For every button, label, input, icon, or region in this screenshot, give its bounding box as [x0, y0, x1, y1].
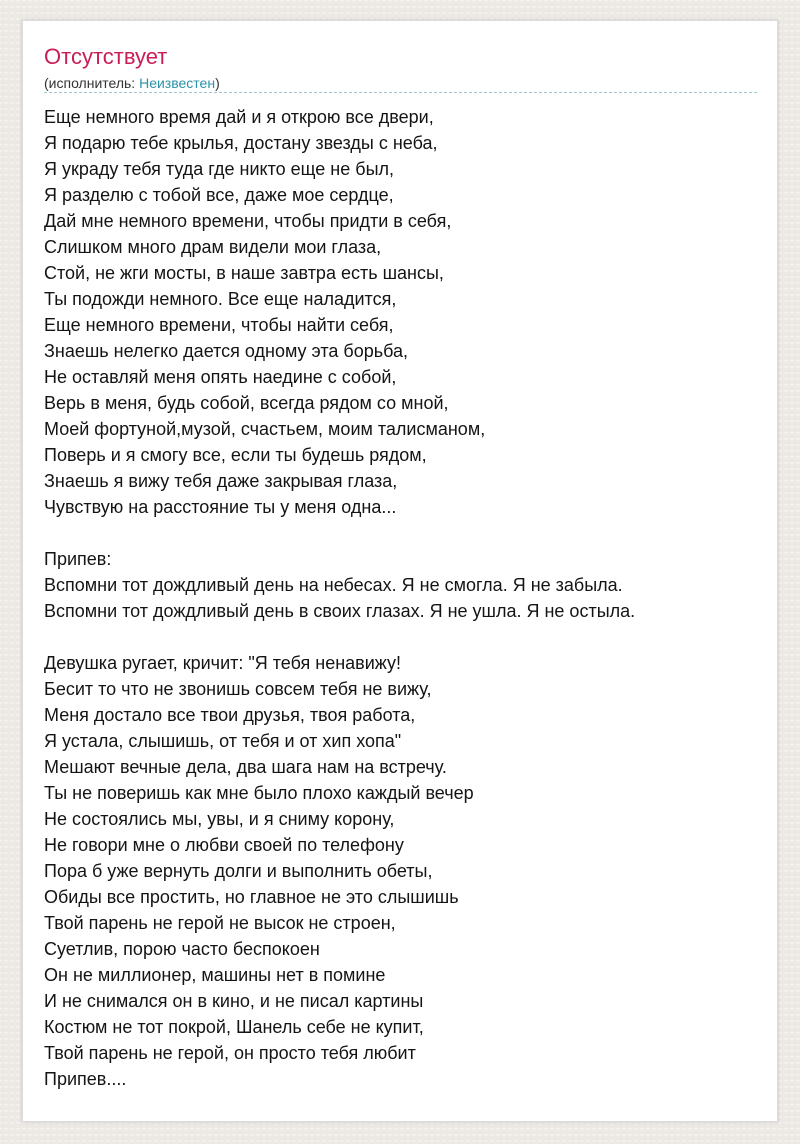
header-divider	[44, 92, 757, 93]
lyric-line: Поверь и я смогу все, если ты будешь рядом,	[44, 445, 427, 465]
lyric-line: Слишком много драм видели мои глаза,	[44, 237, 382, 257]
chorus	[44, 546, 759, 624]
artist-link[interactable]: Неизвестен	[139, 75, 216, 91]
lyrics-text	[44, 104, 759, 1092]
lyric-line: Еще немного времени, чтобы найти себя,	[44, 315, 394, 335]
lyrics-card	[22, 20, 778, 1122]
song-title: Отсутствует	[44, 44, 168, 69]
lyric-line: Бесит то что не звонишь совсем тебя не вижу,	[44, 679, 432, 699]
meta-prefix: (исполнитель:	[44, 75, 140, 91]
lyric-line: Знаешь нелегко дается одному эта борьба,	[44, 341, 408, 361]
lyric-line: Обиды все простить, но главное не это слышишь	[44, 887, 459, 907]
lyric-line: Чувствую на расстояние ты у меня одна...	[44, 497, 397, 517]
meta-suffix: )	[215, 75, 220, 91]
lyric-line: Мешают вечные дела, два шага нам на встречу.	[44, 757, 447, 777]
lyric-line: И не снимался он в кино, и не писал картины	[44, 991, 424, 1011]
lyric-line: Девушка ругает, кричит: "Я тебя ненавижу!	[44, 653, 402, 673]
lyric-line: Дай мне немного времени, чтобы придти в себя,	[44, 211, 452, 231]
lyric-line: Моей фортуной,музой, счастьем, моим талисманом,	[44, 419, 486, 439]
lyric-line: Верь в меня, будь собой, всегда рядом со мной,	[44, 393, 449, 413]
verse-2	[44, 650, 759, 1092]
lyric-line: Знаешь я вижу тебя даже закрывая глаза,	[44, 471, 398, 491]
lyric-line: Я украду тебя туда где никто еще не был,	[44, 159, 395, 179]
lyric-line: Не состоялись мы, увы, и я сниму корону,	[44, 809, 395, 829]
chorus-reference: Припев....	[44, 1069, 127, 1089]
lyric-line: Он не миллионер, машины нет в помине	[44, 965, 386, 985]
lyric-line: Меня достало все твои друзья, твоя работа,	[44, 705, 416, 725]
lyric-line: Не говори мне о любви своей по телефону	[44, 835, 404, 855]
lyric-line: Я подарю тебе крылья, достану звезды с неба,	[44, 133, 438, 153]
lyric-line: Суетлив, порою часто беспокоен	[44, 939, 320, 959]
lyric-line: Костюм не тот покрой, Шанель себе не купит,	[44, 1017, 424, 1037]
verse-1	[44, 104, 759, 520]
lyric-line: Твой парень не герой не высок не строен,	[44, 913, 396, 933]
lyric-line: Твой парень не герой, он просто тебя любит	[44, 1043, 416, 1063]
lyric-line: Не оставляй меня опять наедине с собой,	[44, 367, 397, 387]
lyric-line: Пора б уже вернуть долги и выполнить обеты,	[44, 861, 433, 881]
lyric-line: Вспомни тот дождливый день на небесах. Я не смогла. Я не забыла.	[44, 575, 623, 595]
lyric-line: Еще немного время дай и я открою все двери,	[44, 107, 434, 127]
stanza-gap	[44, 520, 759, 546]
chorus-heading: Припев:	[44, 549, 112, 569]
lyric-line: Вспомни тот дождливый день в своих глазах. Я не ушла. Я не остыла.	[44, 601, 636, 621]
lyric-line: Ты подожди немного. Все еще наладится,	[44, 289, 397, 309]
lyric-line: Стой, не жги мосты, в наше завтра есть шансы,	[44, 263, 444, 283]
lyric-line: Я разделю с тобой все, даже мое сердце,	[44, 185, 394, 205]
stanza-gap	[44, 624, 759, 650]
song-meta	[44, 74, 220, 92]
lyric-line: Я устала, слышишь, от тебя и от хип хопа"	[44, 731, 402, 751]
lyric-line: Ты не поверишь как мне было плохо каждый вечер	[44, 783, 474, 803]
